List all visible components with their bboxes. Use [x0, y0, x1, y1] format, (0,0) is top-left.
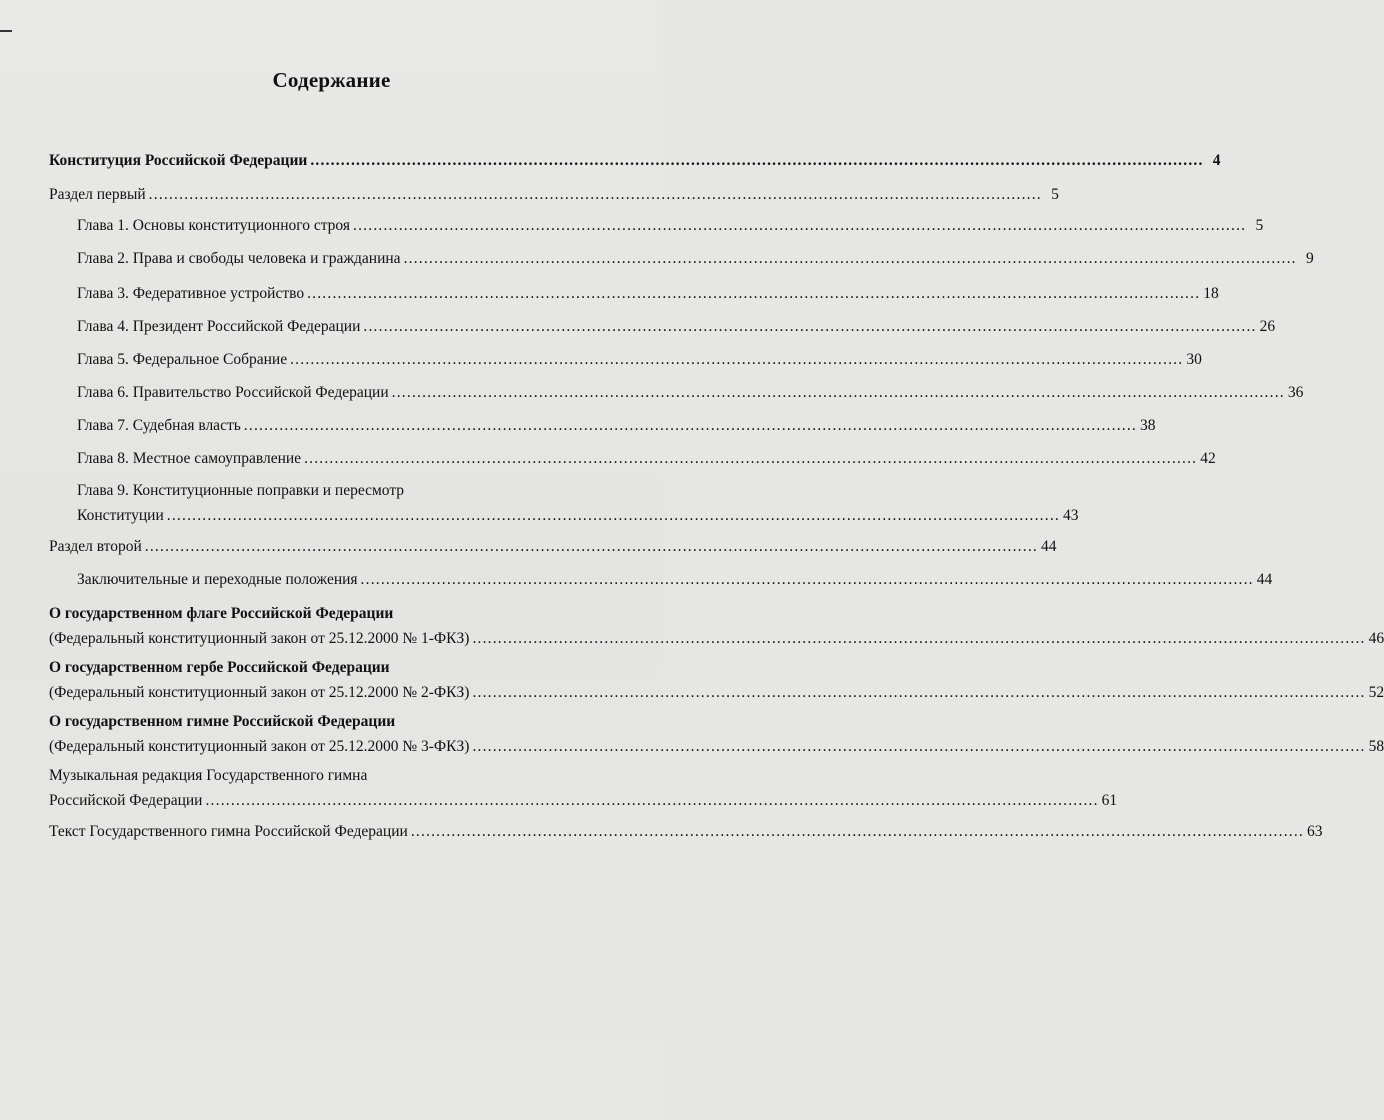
leader-dots: [310, 148, 1203, 173]
leader-dots: [472, 734, 1365, 759]
toc-entry-title: Текст Государственного гимна Российской Федерации: [49, 823, 408, 840]
toc-entry-flag-law[interactable]: [49, 601, 1384, 651]
toc-entry-chapter-4[interactable]: [77, 314, 1276, 339]
toc-entry-anthem-music[interactable]: [49, 763, 1118, 813]
toc-entry-title-line-2: (Федеральный конституционный закон от 25.12.2000 № 3-ФКЗ): [49, 738, 470, 755]
toc-entry-title-line-1: О государственном флаге Российской Федерации: [49, 605, 394, 622]
toc-entry-title-line-2: (Федеральный конституционный закон от 25.12.2000 № 1-ФКЗ): [49, 630, 470, 647]
toc-page-number: 46: [1368, 630, 1384, 647]
leader-dots: [290, 347, 1183, 372]
corner-mark: [0, 30, 12, 32]
toc-entry-title: Глава 8. Местное самоуправление: [77, 450, 302, 467]
leader-dots: [145, 534, 1038, 559]
toc-entry-title: Глава 5. Федеральное Собрание: [77, 351, 288, 368]
toc-entry-section-2[interactable]: [49, 534, 1057, 559]
toc-entry-emblem-law[interactable]: [49, 655, 1384, 705]
toc-entry-chapter-2[interactable]: [77, 246, 1314, 271]
leader-dots: [353, 213, 1246, 238]
toc-entry-title-line-1: О государственном гимне Российской Федерации: [49, 713, 396, 730]
toc-entry-chapter-6[interactable]: [77, 380, 1304, 405]
toc-entry-chapter-7[interactable]: [77, 413, 1156, 438]
toc-page-number: 42: [1200, 450, 1216, 467]
toc-entry-anthem-law[interactable]: [49, 709, 1384, 759]
toc-page-number: 4: [1212, 152, 1221, 169]
leader-dots: [411, 819, 1304, 844]
toc-page-number: 38: [1140, 417, 1156, 434]
toc-page-number: 36: [1287, 384, 1304, 401]
toc-entry-title: Глава 6. Правительство Российской Федерации: [77, 384, 389, 401]
toc-entry-title-line-2: Конституции: [77, 507, 164, 524]
leader-dots: [205, 788, 1098, 813]
toc-page-number: 18: [1203, 285, 1219, 302]
toc-entry-title-line-2: Российской Федерации: [49, 792, 203, 809]
toc-entry-title: Заключительные и переходные положения: [77, 571, 358, 588]
toc-page-number: 52: [1368, 684, 1384, 701]
toc-page-number: 63: [1307, 823, 1323, 840]
leader-dots: [167, 503, 1060, 528]
leader-dots: [392, 380, 1285, 405]
leader-dots: [149, 182, 1042, 207]
toc-entry-title: Глава 4. Президент Российской Федерации: [77, 318, 361, 335]
toc-entry-final-provisions[interactable]: [77, 567, 1273, 592]
toc-entry-title: Глава 7. Судебная власть: [77, 417, 241, 434]
toc-page-number: 30: [1186, 351, 1202, 368]
toc-page-number: 58: [1368, 738, 1384, 755]
toc-page-number: 5: [1051, 186, 1059, 203]
toc-entry-title-line-2: (Федеральный конституционный закон от 25.12.2000 № 2-ФКЗ): [49, 684, 470, 701]
toc-entry-title: Раздел первый: [49, 186, 146, 203]
toc-page-number: 44: [1256, 571, 1273, 588]
toc-entry-title-line-1: О государственном гербе Российской Федерации: [49, 659, 390, 676]
toc-entry-chapter-5[interactable]: [77, 347, 1202, 372]
toc-entry-title: Раздел второй: [49, 538, 142, 555]
leader-dots: [361, 567, 1254, 592]
toc-entry-constitution[interactable]: [49, 148, 1221, 173]
toc-entry-title-line-1: Глава 9. Конституционные поправки и пересмотр: [77, 482, 405, 499]
toc-entry-chapter-3[interactable]: [77, 281, 1219, 306]
toc-entry-title-line-1: Музыкальная редакция Государственного гимна: [49, 767, 368, 784]
leader-dots: [304, 446, 1197, 471]
toc-entry-chapter-9[interactable]: [77, 478, 1079, 528]
toc-title: Содержание: [272, 68, 391, 92]
toc-page-number: 43: [1062, 507, 1079, 524]
leader-dots: [363, 314, 1256, 339]
toc-entry-anthem-text[interactable]: [49, 819, 1323, 844]
toc-page-number: 44: [1040, 538, 1057, 555]
leader-dots: [472, 626, 1365, 651]
leader-dots: [244, 413, 1137, 438]
toc-entry-title: Конституция Российской Федерации: [49, 152, 308, 169]
toc-entry-chapter-1[interactable]: [77, 213, 1264, 238]
leader-dots: [472, 680, 1365, 705]
toc-page-number: 61: [1101, 792, 1118, 809]
toc-entry-chapter-8[interactable]: [77, 446, 1216, 471]
leader-dots: [404, 246, 1297, 271]
toc-page-number: 9: [1306, 250, 1314, 267]
toc-entry-title: Глава 2. Права и свободы человека и гражданина: [77, 250, 401, 267]
toc-entry-title: Глава 3. Федеративное устройство: [77, 285, 305, 302]
toc-page-number: 26: [1259, 318, 1276, 335]
toc-entry-title: Глава 1. Основы конституционного строя: [77, 217, 351, 234]
toc-page-number: 5: [1255, 217, 1264, 234]
leader-dots: [307, 281, 1200, 306]
toc-entry-section-1[interactable]: [49, 182, 1059, 207]
